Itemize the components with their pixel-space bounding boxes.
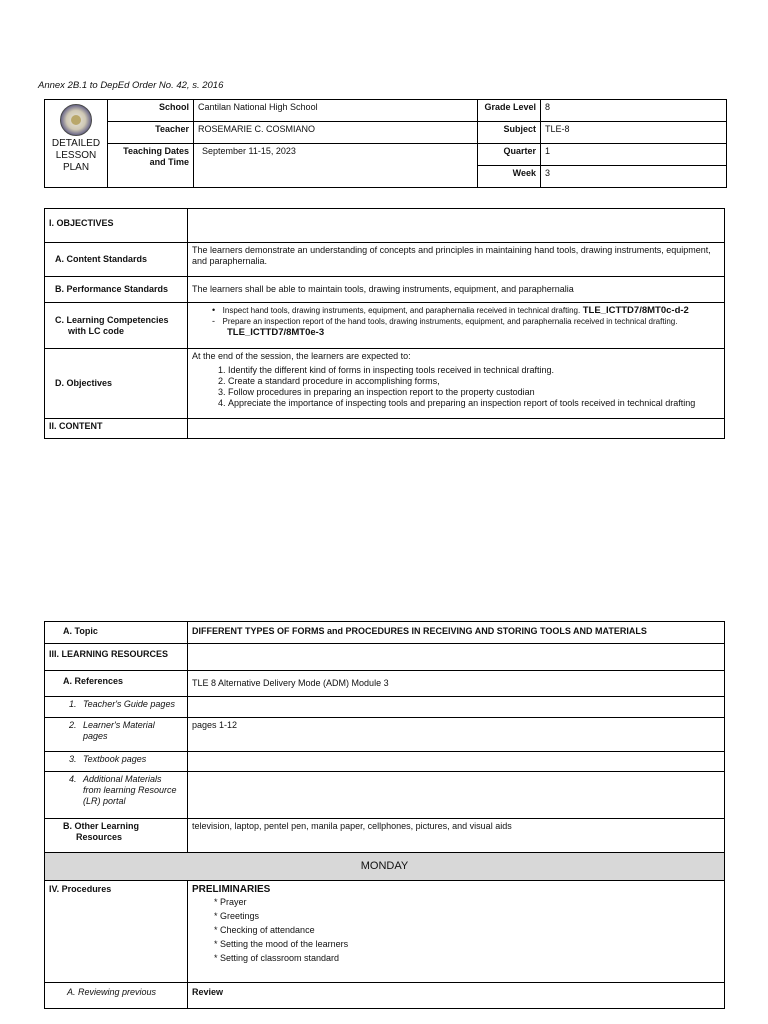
objective-item: 2. Create a standard procedure in accomplishing forms,: [228, 376, 720, 387]
content-standards-label: A. Content Standards: [45, 243, 188, 277]
objective-item: 1. Identify the different kind of forms in inspecting tools received in technical drafting.: [228, 365, 720, 376]
week-label: Week: [478, 166, 541, 188]
other-resources-line-2: Resources: [76, 832, 123, 842]
additional-materials-line-1: [69, 774, 183, 785]
objectives-table: [44, 208, 725, 439]
learning-competencies-label-line-1: C. Learning Competencies: [55, 314, 169, 325]
objective-item: 4. Appreciate the importance of inspecting tools and preparing an inspection report of tools received in technical drafting: [228, 398, 720, 409]
subject-label: Subject: [478, 122, 541, 144]
preliminary-item: * Prayer: [214, 897, 247, 907]
lesson-plan-header-table: [44, 99, 727, 188]
learning-competencies-value: [188, 303, 725, 349]
textbook-label: [45, 752, 188, 772]
learning-resources-section-label: III. LEARNING RESOURCES: [45, 644, 188, 671]
topic-label: A. Topic: [45, 622, 188, 644]
learners-material-value: pages 1-12: [188, 718, 725, 752]
learners-material-line-1: [69, 720, 183, 731]
teaching-dates-value: September 11-15, 2023: [194, 144, 478, 188]
teachers-guide-text: Teacher's Guide pages: [83, 699, 175, 709]
header-title-cell: [45, 100, 108, 188]
references-label: A. References: [45, 671, 188, 697]
learning-competencies-label: [45, 303, 188, 349]
textbook-text: Textbook pages: [83, 754, 147, 764]
additional-materials-value: [188, 772, 725, 819]
teaching-dates-label-line-2: and Time: [149, 157, 189, 167]
additional-materials-number: 4.: [69, 774, 77, 784]
preliminary-item: * Checking of attendance: [214, 925, 315, 935]
learners-material-text: Learner's Material: [83, 720, 155, 730]
review-value: Review: [188, 983, 725, 1009]
lc-bullet-icon: •: [212, 305, 223, 315]
objectives-section-label: I. OBJECTIVES: [45, 209, 188, 243]
teacher-value: ROSEMARIE C. COSMIANO: [194, 122, 478, 144]
content-standards-value: The learners demonstrate an understanding of concepts and principles in maintaining hand tools, drawing instruments, equipment, and paraphernalia.: [188, 243, 725, 277]
header-title-line-1: DETAILED: [51, 138, 101, 149]
week-value: 3: [541, 166, 727, 188]
preliminary-item: * Setting of classroom standard: [214, 953, 340, 963]
learners-material-number: 2.: [69, 720, 77, 730]
reviewing-previous-label: A. Reviewing previous: [45, 983, 188, 1009]
annex-reference: Annex 2B.1 to DepEd Order No. 42, s. 2016: [38, 80, 224, 91]
preliminary-item: * Setting the mood of the learners: [214, 939, 349, 949]
teachers-guide-label: [45, 697, 188, 718]
content-section-label: II. CONTENT: [45, 419, 188, 439]
preliminary-item: * Greetings: [214, 911, 260, 921]
lc-dash-icon: -: [212, 316, 223, 326]
procedures-label: IV. Procedures: [45, 881, 188, 983]
teaching-dates-label: [108, 144, 194, 188]
lc-item-code: TLE_ICTTD7/8MT0e-3: [227, 327, 325, 338]
other-resources-value: television, laptop, pentel pen, manila paper, cellphones, pictures, and visual aids: [188, 819, 725, 853]
lc-item: [192, 316, 720, 327]
lc-item-text: Prepare an inspection report of the hand tools, drawing instruments, equipment, and paraphernalia received in technical drafting.: [222, 317, 678, 326]
objectives-list: [192, 365, 720, 409]
lc-item-text: Inspect hand tools, drawing instruments, equipment, and paraphernalia received in technical drafting.: [222, 306, 581, 315]
deped-seal-icon: [60, 104, 92, 136]
performance-standards-value: The learners shall be able to maintain tools, drawing instruments, equipment, and paraphernalia: [188, 277, 725, 303]
other-resources-line-1: B. Other Learning: [63, 821, 140, 831]
teacher-label: Teacher: [108, 122, 194, 144]
objectives-intro: At the end of the session, the learners are expected to:: [192, 351, 411, 361]
textbook-value: [188, 752, 725, 772]
learners-material-label: [45, 718, 188, 752]
learners-material-line-2: pages: [83, 731, 108, 741]
teachers-guide-number: 1.: [69, 699, 77, 709]
lc-item: [192, 305, 720, 316]
topic-value: DIFFERENT TYPES OF FORMS and PROCEDURES IN RECEIVING AND STORING TOOLS AND MATERIALS: [188, 622, 725, 644]
header-title-line-3: PLAN: [62, 162, 90, 173]
school-label: School: [108, 100, 194, 122]
procedures-value: [188, 881, 725, 983]
other-resources-label: [45, 819, 188, 853]
additional-materials-text: Additional Materials: [83, 774, 162, 784]
preliminaries-list: [192, 895, 720, 965]
references-value: TLE 8 Alternative Delivery Mode (ADM) Module 3: [188, 671, 725, 697]
learning-resources-section-blank: [188, 644, 725, 671]
header-title-line-2: LESSON: [55, 150, 97, 161]
learning-resources-table: [44, 621, 725, 1009]
additional-materials-line-2: from learning Resource: [83, 785, 177, 795]
quarter-label: Quarter: [478, 144, 541, 166]
objectives-label: D. Objectives: [45, 349, 188, 419]
grade-level-value: 8: [541, 100, 727, 122]
performance-standards-label: B. Performance Standards: [45, 277, 188, 303]
additional-materials-label: [45, 772, 188, 819]
content-section-blank: [188, 419, 725, 439]
textbook-number: 3.: [69, 754, 77, 764]
learning-competencies-label-line-2: with LC code: [68, 325, 124, 336]
subject-value: TLE-8: [541, 122, 727, 144]
quarter-value: 1: [541, 144, 727, 166]
preliminaries-title: PRELIMINARIES: [192, 884, 271, 895]
school-value: Cantilan National High School: [194, 100, 478, 122]
objective-item: 3. Follow procedures in preparing an inspection report to the property custodian: [228, 387, 720, 398]
teaching-dates-label-line-1: Teaching Dates: [123, 146, 189, 156]
objectives-section-blank: [188, 209, 725, 243]
lc-item-code: TLE_ICTTD7/8MT0c-d-2: [582, 305, 689, 316]
day-heading: MONDAY: [45, 853, 725, 881]
additional-materials-line-3: (LR) portal: [83, 796, 126, 806]
objectives-value: [188, 349, 725, 419]
grade-level-label: Grade Level: [478, 100, 541, 122]
teachers-guide-value: [188, 697, 725, 718]
